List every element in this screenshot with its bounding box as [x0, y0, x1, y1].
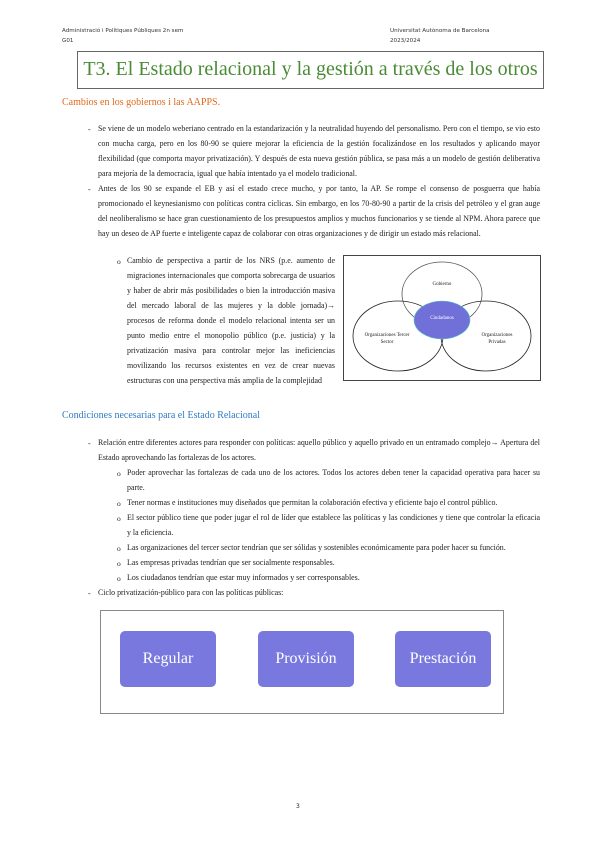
section-heading-condiciones: Condiciones necesarias para el Estado Relacional: [62, 410, 260, 421]
venn-label-tercer-sector: Organizaciones Tercer Sector: [364, 333, 410, 345]
bullet-dash: -: [88, 439, 91, 448]
sub-bullet-marker: o: [117, 544, 121, 553]
bullet-text: Se viene de un modelo weberiano centrado en la estandarización y la neutralidad huyendo del personalismo. Pero con el tiempo, se vio esto con mucha carga, pero en los 80-90 se quiere mejorar la eficiencia de la gestión focalizándose en los resultados y aplicando mayor flexibilidad (que comporta mayor privatización). Y después de esta nueva gestión pública, se pasa más a un modelo de gestión deliberativa para mejoría de la democracia, igual que había intentado ya el modelo tradicional.: [98, 124, 540, 178]
sub-bullet-marker: o: [117, 514, 121, 523]
cycle-step-regular: Regular: [120, 631, 216, 687]
cycle-step-provision: Provisión: [258, 631, 354, 687]
bullet-text: Relación entre diferentes actores para responder con políticas: aquello público y aquello privado en un entramado complejo→ Apertura del Estado aprovechando las fortalezas de los actores.: [98, 438, 540, 462]
academic-year: 2023/2024: [390, 38, 421, 44]
cycle-step-prestacion: Prestación: [395, 631, 491, 687]
group: G01: [62, 38, 74, 44]
sub-bullet-text: Los ciudadanos tendrían que estar muy informados y ser corresponsables.: [127, 573, 360, 582]
sub-bullet-text: Las organizaciones del tercer sector tendrían que ser sólidas y sostenibles económicamente para poder hacer su función.: [127, 543, 506, 552]
venn-label-privadas: Organizaciones Privadas: [481, 333, 513, 345]
sub-bullet-marker: o: [117, 257, 121, 266]
sub-bullet-marker: o: [117, 469, 121, 478]
bullet-dash: -: [88, 125, 91, 134]
sub-bullet-marker: o: [117, 499, 121, 508]
sub-bullet-text: Poder aprovechar las fortalezas de cada uno de los actores. Todos los actores deben tener la capacidad operativa para hacer su parte.: [127, 468, 540, 492]
policy-cycle-diagram: [100, 610, 504, 714]
university: Universitat Autònoma de Barcelona: [390, 28, 490, 34]
header-left: [62, 26, 183, 46]
sub-bullet-text: El sector público tiene que poder jugar el rol de líder que establece las políticas y las condiciones y tiene que controlar la eficacia y la eficiencia.: [127, 513, 540, 537]
page-number: 3: [296, 803, 300, 810]
page-title: T3. El Estado relacional y la gestión a través de los otros: [83, 58, 538, 80]
section-heading-cambios: Cambios en los gobiernos i las AAPPS.: [62, 97, 221, 108]
bullet-text: Ciclo privatización-público para con las políticas públicas:: [98, 588, 284, 597]
header-right: [390, 26, 490, 46]
sub-bullet-marker: o: [117, 559, 121, 568]
bullet-dash: -: [88, 185, 91, 194]
sub-bullet-text: Tener normas e instituciones muy diseñados que permitan la colaboración efectiva y eficiente bajo el control público.: [127, 498, 498, 507]
bullet-dash: -: [88, 589, 91, 598]
actors-venn-diagram: [343, 255, 541, 381]
title-box: [77, 51, 544, 89]
venn-label-ciudadanos: Ciudadanos: [430, 316, 454, 321]
sub-bullet-marker: o: [117, 574, 121, 583]
venn-label-gobierno: Gobierno: [432, 282, 452, 287]
bullet-text: Antes de los 90 se expande el EB y así el estado crece mucho, y por tanto, la AP. Se rompe el consenso de posguerra que había promocionado el keynesianismo con políticas contra cíclicas. Sin embargo, en los 70-80-90 a partir de la crisis del petróleo y el gran auge del neoliberalismo se hace gran cuestionamiento de los presupuestos amplios y muchos funcionarios y se tiende al NPM. Ahora parece que hay un deseo de AP fuerte e inteligente capaz de colaborar con otras organizaciones y de dirigir un estado más relacional.: [98, 184, 540, 238]
sub-bullet-text: Las empresas privadas tendrían que ser socialmente responsables.: [127, 558, 335, 567]
course-name: Administració i Polítiques Públiques 2n sem: [62, 28, 184, 34]
sub-bullet-text: Cambio de perspectiva a partir de los NRS (p.e. aumento de migraciones internacionales que comporta sobrecarga de usuarios y haber de abrir más posibilidades o bien la introducción masiva del mercado laboral de las mujeres y la doble jornada)→ procesos de reforma donde el modelo relacional intenta ser un punto medio entre el monopolio público (p.e. justicia) y la privatización masiva para controlar mejor las ineficiencias movilizando los recursos existentes en vez de crear nuevas estructuras con una perspectiva más amplia de la complejidad: [127, 256, 335, 385]
